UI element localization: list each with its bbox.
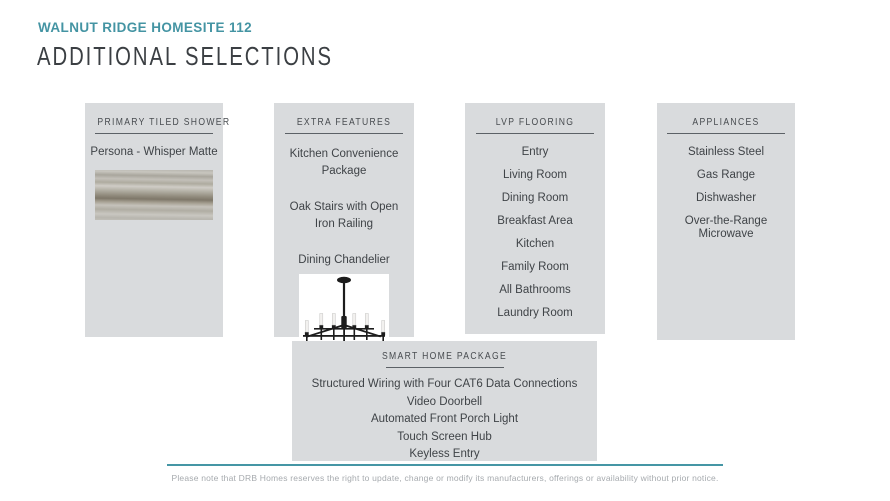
- card-body-appliances: [657, 146, 795, 241]
- list-item: Structured Wiring with Four CAT6 Data Connections: [311, 378, 578, 390]
- card-lvp-flooring: [465, 103, 605, 334]
- list-item: Family Room: [501, 261, 569, 273]
- title-underline: [476, 133, 594, 134]
- list-item: Entry: [521, 146, 549, 158]
- list-item: Touch Screen Hub: [397, 430, 492, 443]
- list-item: Over-the-Range Microwave: [684, 215, 768, 240]
- list-item: Persona - Whisper Matte: [90, 146, 218, 158]
- list-item: Stainless Steel: [687, 146, 765, 158]
- homesite-eyebrow: WALNUT RIDGE HOMESITE 112: [38, 20, 253, 35]
- card-title-primary-tiled-shower: PRIMARY TILED SHOWER: [97, 116, 231, 128]
- list-item: Automated Front Porch Light: [370, 413, 519, 425]
- marble-tile-swatch-image: [95, 170, 213, 220]
- title-underline: [285, 133, 403, 134]
- list-item: Video Doorbell: [406, 395, 483, 408]
- card-extra-features: [274, 103, 414, 337]
- list-item: Dining Room: [501, 192, 569, 204]
- list-item: Oak Stairs with Open Iron Railing: [289, 201, 399, 230]
- card-title-appliances: APPLIANCES: [692, 116, 760, 128]
- list-item: Kitchen Convenience Package: [289, 148, 399, 177]
- title-underline: [386, 367, 504, 368]
- footer-disclaimer: Please note that DRB Homes reserves the right to update, change or modify its manufacturers, offerings or availability without prior notice.: [171, 473, 719, 483]
- title-underline: [667, 133, 785, 134]
- list-item: All Bathrooms: [499, 284, 571, 296]
- card-smart-home-package: [292, 341, 597, 461]
- card-body-lvp: [465, 146, 605, 320]
- card-primary-tiled-shower: [85, 103, 231, 337]
- list-item: Keyless Entry: [409, 448, 480, 460]
- card-body-smart: [292, 378, 597, 461]
- list-item: Living Room: [503, 169, 567, 181]
- list-item: Gas Range: [696, 169, 756, 181]
- list-item: Dishwasher: [695, 192, 757, 204]
- card-title-lvp-flooring: LVP FLOORING: [495, 116, 575, 128]
- card-body-extra: [274, 146, 414, 269]
- title-underline: [95, 133, 213, 134]
- card-title-extra-features: EXTRA FEATURES: [296, 116, 392, 128]
- list-item: Breakfast Area: [497, 215, 573, 227]
- page-title: ADDITIONAL SELECTIONS: [37, 41, 334, 71]
- card-body-shower: [85, 146, 223, 159]
- card-title-smart-home-package: SMART HOME PACKAGE: [381, 350, 508, 362]
- list-item: Kitchen: [515, 238, 555, 250]
- list-item: Dining Chandelier: [298, 254, 390, 266]
- footer-accent-rule: [167, 464, 723, 466]
- list-item: Laundry Room: [497, 307, 573, 319]
- card-appliances: [657, 103, 795, 340]
